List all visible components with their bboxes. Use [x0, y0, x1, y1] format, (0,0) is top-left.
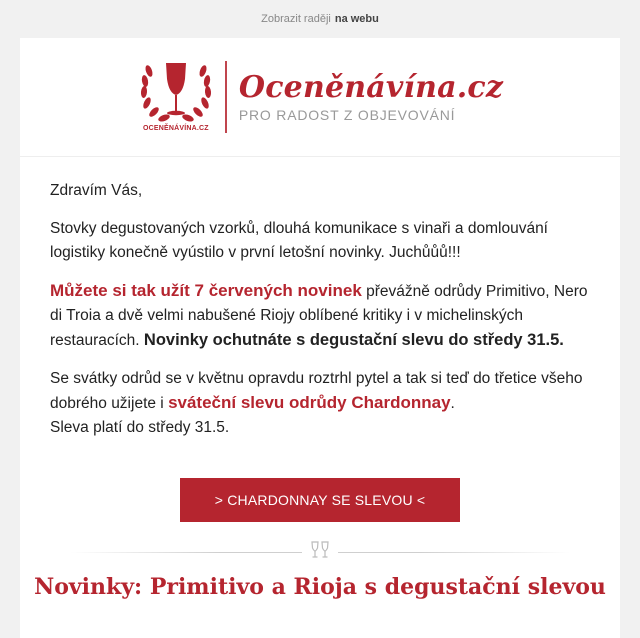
chardonnay-highlight: sváteční slevu odrůdy Chardonnay — [168, 393, 451, 412]
email-header — [20, 38, 620, 157]
section-divider — [70, 540, 570, 570]
brand-block[interactable] — [239, 71, 503, 123]
header-separator — [225, 61, 227, 133]
cheers-glasses-icon — [302, 540, 338, 567]
novinky-highlight: Můžete si tak užít 7 červených novinek — [50, 281, 362, 300]
intro-paragraph: Stovky degustovaných vzorků, dlouhá komunikace s vinaři a domlouvání logistiky konečně vyústilo v první letošní novinky. Juchůůů!!! — [50, 220, 548, 261]
chardonnay-sale-button[interactable]: > CHARDONNAY SE SLEVOU < — [180, 478, 460, 522]
chardonnay-end: . — [450, 395, 455, 412]
logo-small-text: OCENĚNÁVÍNA.CZ — [142, 125, 209, 132]
brand-tagline: PRO RADOST Z OBJEVOVÁNÍ — [238, 107, 456, 123]
logo-mark[interactable] — [137, 57, 215, 137]
section-title: Novinky: Primitivo a Rioja s degustační slevou — [34, 574, 606, 600]
view-on-web-link[interactable]: na webu — [334, 13, 379, 25]
chardonnay-paragraph — [50, 367, 590, 440]
brand-name: Oceněnávína.cz — [238, 70, 504, 105]
greeting: Zdravím Vás, — [50, 182, 143, 199]
email-card — [20, 38, 620, 638]
novinky-paragraph — [50, 279, 590, 353]
email-body — [20, 157, 620, 440]
wine-glass-laurel-icon — [137, 57, 215, 125]
chardonnay-text: Se svátky odrůd se v květnu opravdu roztrhl pytel a tak si teď do třetice všeho dobrého užijete i — [50, 370, 583, 412]
cta-wrap — [20, 478, 620, 522]
chardonnay-validity: Sleva platí do středy 31.5. — [50, 419, 230, 436]
view-in-browser-bar — [0, 0, 640, 38]
novinky-text: převážně odrůdy Primitivo, Nero di Troia a dvě velmi nabušené Riojy oblíbené kritiky i v michelinských restauracích. — [50, 283, 588, 349]
view-in-browser-prefix: Zobrazit raději — [261, 13, 331, 25]
novinky-discount: Novinky ochutnáte s degustační slevu do středy 31.5. — [143, 331, 564, 349]
